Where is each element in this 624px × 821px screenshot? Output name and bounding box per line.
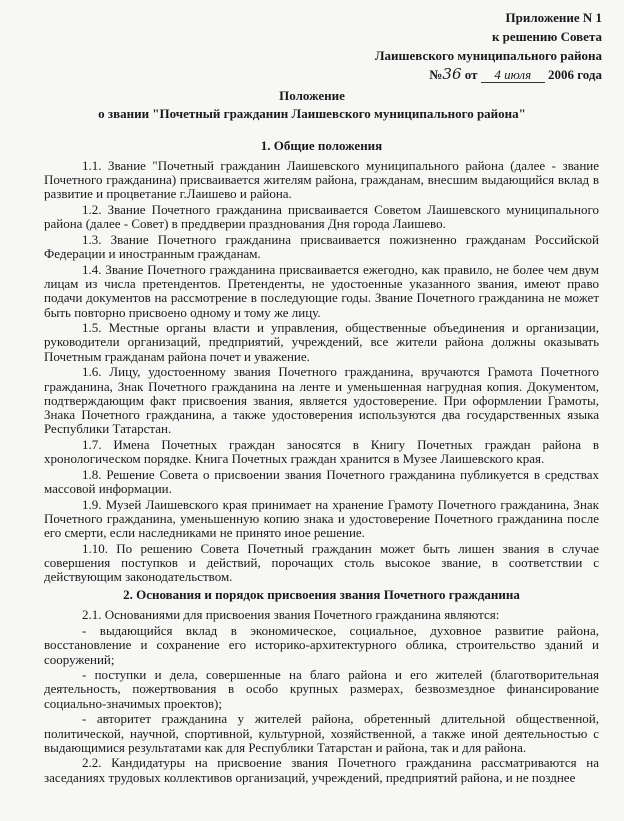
- paragraph-2-1: 2.1. Основаниями для присвоения звания Почетного гражданина являются:: [82, 607, 500, 623]
- annex-header: [375, 8, 602, 84]
- annex-decision-number: [375, 65, 602, 84]
- paragraph-1-6: 1.6. Лицу, удостоенному звания Почетного гражданина, вручаются Грамота Почетного гражданина, Знак Почетного гражданина на ленте и уменьшенная нагрудная копия. Документом, подтверждающим факт присвоения звания, является удостоверение. При оформлении Грамоты, Знака Почетного гражданина, а также удостоверения используются два государственных языка Республики Татарстан.: [44, 364, 599, 437]
- list-item-deeds: - поступки и дела, совершенные на благо района и его жителей (благотворительная деятельность, пожертвования в особо крупных размерах, безвозмездное финансирование социально-значимых проектов);: [44, 667, 599, 711]
- paragraph-1-4: 1.4. Звание Почетного гражданина присваивается ежегодно, как правило, не более чем двум лицам из числа претендентов. Претенденты, не удостоенные указанного звания, имеют право подачи документов на рассмотрение в последующие годы. Звание Почетного гражданина не может быть повторно присвоено одному и тому же лицу.: [44, 261, 599, 320]
- title-line-2: о звании "Почетный гражданин Лаишевского муниципального района": [98, 106, 526, 121]
- document-title: [0, 87, 624, 123]
- annex-council: Лаишевского муниципального района: [374, 48, 602, 63]
- paragraph-1-8: 1.8. Решение Совета о присвоении звания Почетного гражданина публикуется в средствах массовой информации.: [44, 466, 599, 496]
- paragraph-1-7: 1.7. Имена Почетных граждан заносятся в Книгу Почетных граждан района в хронологическом порядке. Книга Почетных граждан хранится в Музее Лаишевского края.: [44, 436, 599, 467]
- title-line-1: Положение: [279, 88, 345, 103]
- section-2-heading: 2. Основания и порядок присвоения звания Почетного гражданина: [123, 587, 520, 603]
- paragraph-2-2: 2.2. Кандидатуры на присвоение звания Почетного гражданина рассматриваются на заседаниях трудовых коллективов организаций, учреждений, предприятий района, и не позднее: [44, 755, 599, 785]
- paragraph-1-2: 1.2. Звание Почетного гражданина присваивается Советом Лаишевского муниципального района (далее - Совет) в преддверии празднования Дня города Лаишево.: [44, 202, 599, 232]
- annex-year: 2006 года: [547, 67, 602, 82]
- handwritten-number: 36: [442, 65, 462, 83]
- annex-decision: к решению Совета: [491, 29, 602, 44]
- paragraph-1-5: 1.5. Местные органы власти и управления, общественные объединения и организации, руководители организаций, предприятий, учреждений, все жители района должны оказывать Почетным гражданам района почет и уважение.: [44, 320, 599, 364]
- paragraph-1-3: 1.3. Звание Почетного гражданина присваивается пожизненно гражданам Российской Федерации и иностранным гражданам.: [44, 232, 599, 262]
- paragraph-1-10: 1.10. По решению Совета Почетный гражданин может быть лишен звания в случае совершения поступков и действий, порочащих столь высокое звание, в соответствии с действующим законодательством.: [44, 540, 599, 585]
- document-body: [44, 135, 599, 786]
- list-item-contribution: - выдающийся вклад в экономическое, социальное, духовное развитие района, восстановление и сохранение его историко-архитектурного облика, строительство зданий и сооружений;: [44, 623, 599, 667]
- date-prefix: от: [464, 67, 478, 82]
- section-1-heading: 1. Общие положения: [260, 138, 383, 153]
- handwritten-date: 4 июля: [481, 68, 545, 83]
- paragraph-1-9: 1.9. Музей Лаишевского края принимает на хранение Грамоту Почетного гражданина, Знак Почетного гражданина, уменьшенную копию знака и удостоверение Почетного гражданина после его смерти, если наследниками не принято иное решение.: [44, 496, 599, 541]
- paragraph-1-1: 1.1. Звание "Почетный гражданин Лаишевского муниципального района (далее - звание Почетного гражданина) присваивается жителям района, гражданам, внесшим выдающийся вклад в развитие и процветание г.Лаишево и района.: [44, 158, 599, 202]
- number-sign: №: [429, 67, 443, 82]
- list-item-authority: - авторитет гражданина у жителей района, обретенный длительной общественной, политической, научной, спортивной, культурной, хозяйственной, а также иной деятельностью с выдающимися результатами как для Республики Татарстан и района, так и для района.: [44, 711, 599, 755]
- annex-number: Приложение N 1: [505, 10, 602, 25]
